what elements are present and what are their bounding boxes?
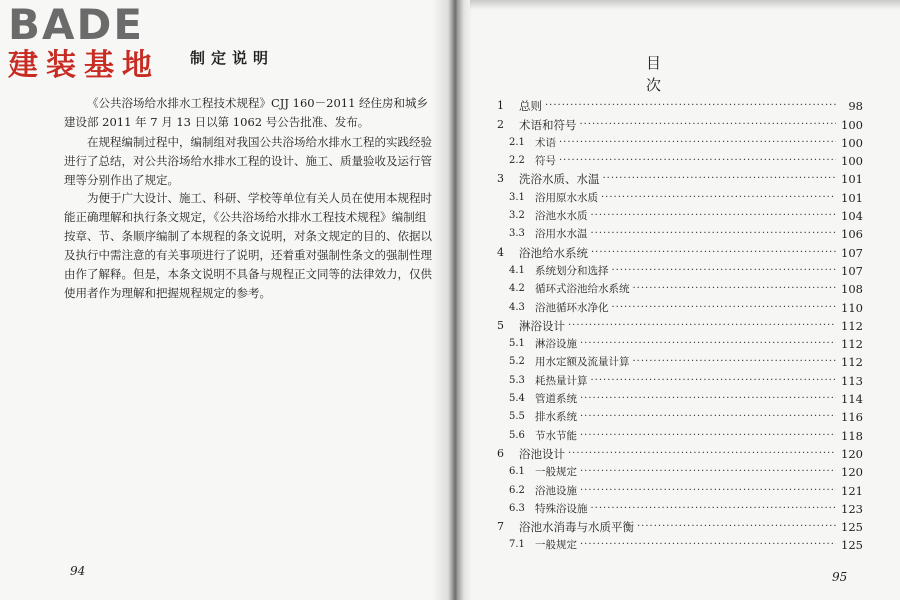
toc-entry-number: 4 [497, 245, 504, 259]
toc-leader-dots [601, 190, 836, 206]
toc-leader-dots [568, 318, 836, 334]
toc-subsection-row [497, 279, 863, 297]
toc-entry-title: 浴池给水系统 [519, 245, 588, 260]
toc-entry-page: 106 [841, 227, 863, 242]
toc-entry-number: 3 [497, 172, 504, 186]
toc-entry-page: 112 [841, 337, 863, 352]
toc-leader-dots [559, 135, 836, 151]
toc-entry-page: 101 [841, 172, 863, 187]
toc-entry-title: 用水定额及流量计算 [535, 356, 630, 369]
toc-leader-dots [545, 98, 836, 114]
toc-leader-dots [580, 464, 836, 480]
paragraph-compilation: 在规程编制过程中，编制组对我国公共浴场给水排水工程的实践经验进行了总结，对公共浴场给水排水工程的设计、施工、质量验收及运行管理等分别作出了规定。 [64, 135, 432, 187]
toc-entry-page: 114 [841, 392, 863, 407]
toc-subsection-row [497, 297, 863, 315]
toc-entry-title: 洗浴水质、水温 [519, 172, 600, 187]
toc-leader-dots [580, 336, 836, 352]
logo-chinese-text: 建装基地 [8, 48, 160, 83]
toc-entry-page: 104 [841, 209, 863, 224]
toc-entry-title: 浴池水水质 [535, 210, 588, 223]
toc-leader-dots [612, 263, 837, 279]
toc-entry-title: 一般规定 [535, 466, 577, 479]
toc-entry-page: 121 [841, 483, 863, 498]
toc-subsection-row [497, 370, 863, 388]
left-page-number: 94 [70, 564, 86, 578]
toc-subsection-row [497, 224, 863, 242]
toc-entry-page: 112 [841, 318, 863, 333]
toc-entry-number: 3.1 [509, 191, 525, 203]
toc-chapter-row [497, 114, 863, 132]
toc-entry-title: 浴池设施 [535, 484, 577, 497]
toc-entry-number: 5.4 [509, 393, 525, 405]
toc-entry-title: 节水节能 [535, 429, 577, 442]
toc-entry-title: 特殊浴设施 [535, 502, 588, 515]
toc-leader-dots [580, 391, 836, 407]
toc-entry-title: 浴池设计 [519, 446, 565, 461]
toc-chapter-row [497, 242, 863, 260]
toc-entry-page: 100 [841, 154, 863, 169]
toc-subsection-row [497, 425, 863, 443]
toc-leader-dots [591, 226, 837, 242]
toc-leader-dots [580, 117, 837, 133]
paragraph-purpose: 为便于广大设计、施工、科研、学校等单位有关人员在使用本规程时能正确理解和执行条文规定，《公共浴场给水排水工程技术规程》编制组按章、节、条顺序编制了本规程的条文说明，对条文规定的目的、依据以及执行中需注意的有关事项进行了说明，还着重对强制性条文的强制性理由作了解释。但是，本条文说明不具备与规程正文同等的法律效力，仅供使用者作为理解和把握规程规定的参考。 [64, 191, 432, 300]
toc-chapter-row [497, 169, 863, 187]
toc-subsection-row [497, 133, 863, 151]
toc-entry-page: 100 [841, 117, 863, 132]
toc-entry-number: 7.1 [509, 539, 525, 551]
toc-entry-page: 123 [841, 501, 863, 516]
toc-entry-number: 7 [497, 520, 504, 534]
logo-latin-text: BADE [8, 0, 145, 49]
toc-leader-dots [591, 245, 836, 261]
toc-leader-dots [559, 153, 836, 169]
toc-entry-title: 总则 [519, 99, 542, 114]
toc-leader-dots [580, 409, 836, 425]
toc-leader-dots [568, 446, 836, 462]
toc-subsection-row [497, 151, 863, 169]
toc-entry-number: 3.3 [509, 228, 525, 240]
toc-subsection-row [497, 462, 863, 480]
toc-entry-number: 6.3 [509, 502, 525, 514]
toc-leader-dots [612, 300, 837, 316]
toc-leader-dots [633, 281, 837, 297]
toc-subsection-row [497, 352, 863, 370]
toc-subsection-row [497, 334, 863, 352]
toc-entry-number: 3.2 [509, 210, 525, 222]
toc-entry-page: 125 [841, 520, 863, 535]
toc-subsection-row [497, 499, 863, 517]
toc-entry-number: 5.6 [509, 429, 525, 441]
toc-entry-title: 循环式浴池给水系统 [535, 283, 630, 296]
toc-entry-number: 2 [497, 117, 504, 131]
toc-leader-dots [633, 354, 837, 370]
toc-entry-page: 120 [841, 446, 863, 461]
toc-entry-number: 4.2 [509, 283, 525, 295]
table-of-contents [497, 96, 863, 553]
toc-entry-page: 110 [841, 300, 863, 315]
toc-entry-number: 2.2 [509, 155, 525, 167]
toc-subsection-row [497, 407, 863, 425]
toc-entry-number: 6.1 [509, 466, 525, 478]
toc-entry-number: 5.3 [509, 374, 525, 386]
right-page-number: 95 [832, 570, 848, 584]
toc-leader-dots [580, 428, 836, 444]
toc-entry-page: 116 [841, 410, 863, 425]
toc-chapter-row [497, 316, 863, 334]
toc-leader-dots [591, 373, 837, 389]
toc-entry-title: 耗热量计算 [535, 374, 588, 387]
toc-chapter-row [497, 444, 863, 462]
toc-entry-title: 淋浴设计 [519, 318, 565, 333]
toc-subsection-row [497, 389, 863, 407]
toc-entry-title: 术语 [535, 136, 556, 149]
toc-entry-page: 100 [841, 135, 863, 150]
toc-heading: 目 次 [646, 54, 692, 94]
toc-subsection-row [497, 535, 863, 553]
toc-entry-page: 108 [841, 282, 863, 297]
toc-leader-dots [637, 519, 836, 535]
toc-entry-number: 5.5 [509, 411, 525, 423]
toc-entry-title: 排水系统 [535, 411, 577, 424]
page-edge-shade [470, 0, 900, 10]
left-page-heading: 制定说明 [190, 49, 275, 67]
bade-logo [8, 0, 178, 86]
toc-entry-title: 浴用原水水质 [535, 191, 598, 204]
toc-subsection-row [497, 261, 863, 279]
toc-entry-page: 118 [841, 428, 863, 443]
toc-entry-page: 125 [841, 538, 863, 553]
toc-entry-title: 管道系统 [535, 393, 577, 406]
toc-entry-number: 5 [497, 318, 504, 332]
toc-chapter-row [497, 517, 863, 535]
toc-subsection-row [497, 187, 863, 205]
toc-leader-dots [591, 208, 837, 224]
toc-subsection-row [497, 206, 863, 224]
book-gutter [432, 0, 472, 600]
toc-entry-page: 113 [841, 373, 863, 388]
toc-leader-dots [591, 501, 837, 517]
toc-entry-title: 淋浴设施 [535, 338, 577, 351]
paragraph-approval: 《公共浴场给水排水工程技术规程》CJJ 160－2011 经住房和城乡建设部 2011 年 7 月 13 日以第 1062 号公告批准、发布。 [64, 96, 429, 129]
toc-entry-number: 5.2 [509, 356, 525, 368]
toc-entry-title: 浴用水水温 [535, 228, 588, 241]
toc-leader-dots [603, 171, 837, 187]
toc-entry-title: 一般规定 [535, 539, 577, 552]
toc-subsection-row [497, 480, 863, 498]
toc-leader-dots [580, 537, 836, 553]
toc-entry-title: 浴池循环水净化 [535, 301, 609, 314]
toc-entry-number: 2.1 [509, 136, 525, 148]
toc-entry-title: 符号 [535, 155, 556, 168]
toc-entry-number: 5.1 [509, 338, 525, 350]
toc-entry-page: 101 [841, 190, 863, 205]
toc-entry-number: 6 [497, 446, 504, 460]
toc-entry-number: 1 [497, 99, 504, 113]
toc-leader-dots [580, 483, 836, 499]
toc-entry-title: 术语和符号 [519, 117, 577, 132]
toc-entry-page: 98 [848, 99, 863, 114]
toc-entry-number: 4.1 [509, 264, 525, 276]
toc-entry-number: 4.3 [509, 301, 525, 313]
toc-entry-page: 107 [841, 263, 863, 278]
toc-entry-title: 浴池水消毒与水质平衡 [519, 520, 634, 535]
toc-chapter-row [497, 96, 863, 114]
toc-entry-page: 120 [841, 465, 863, 480]
toc-entry-page: 112 [841, 355, 863, 370]
toc-entry-number: 6.2 [509, 484, 525, 496]
toc-entry-page: 107 [841, 245, 863, 260]
toc-entry-title: 系统划分和选择 [535, 264, 609, 277]
